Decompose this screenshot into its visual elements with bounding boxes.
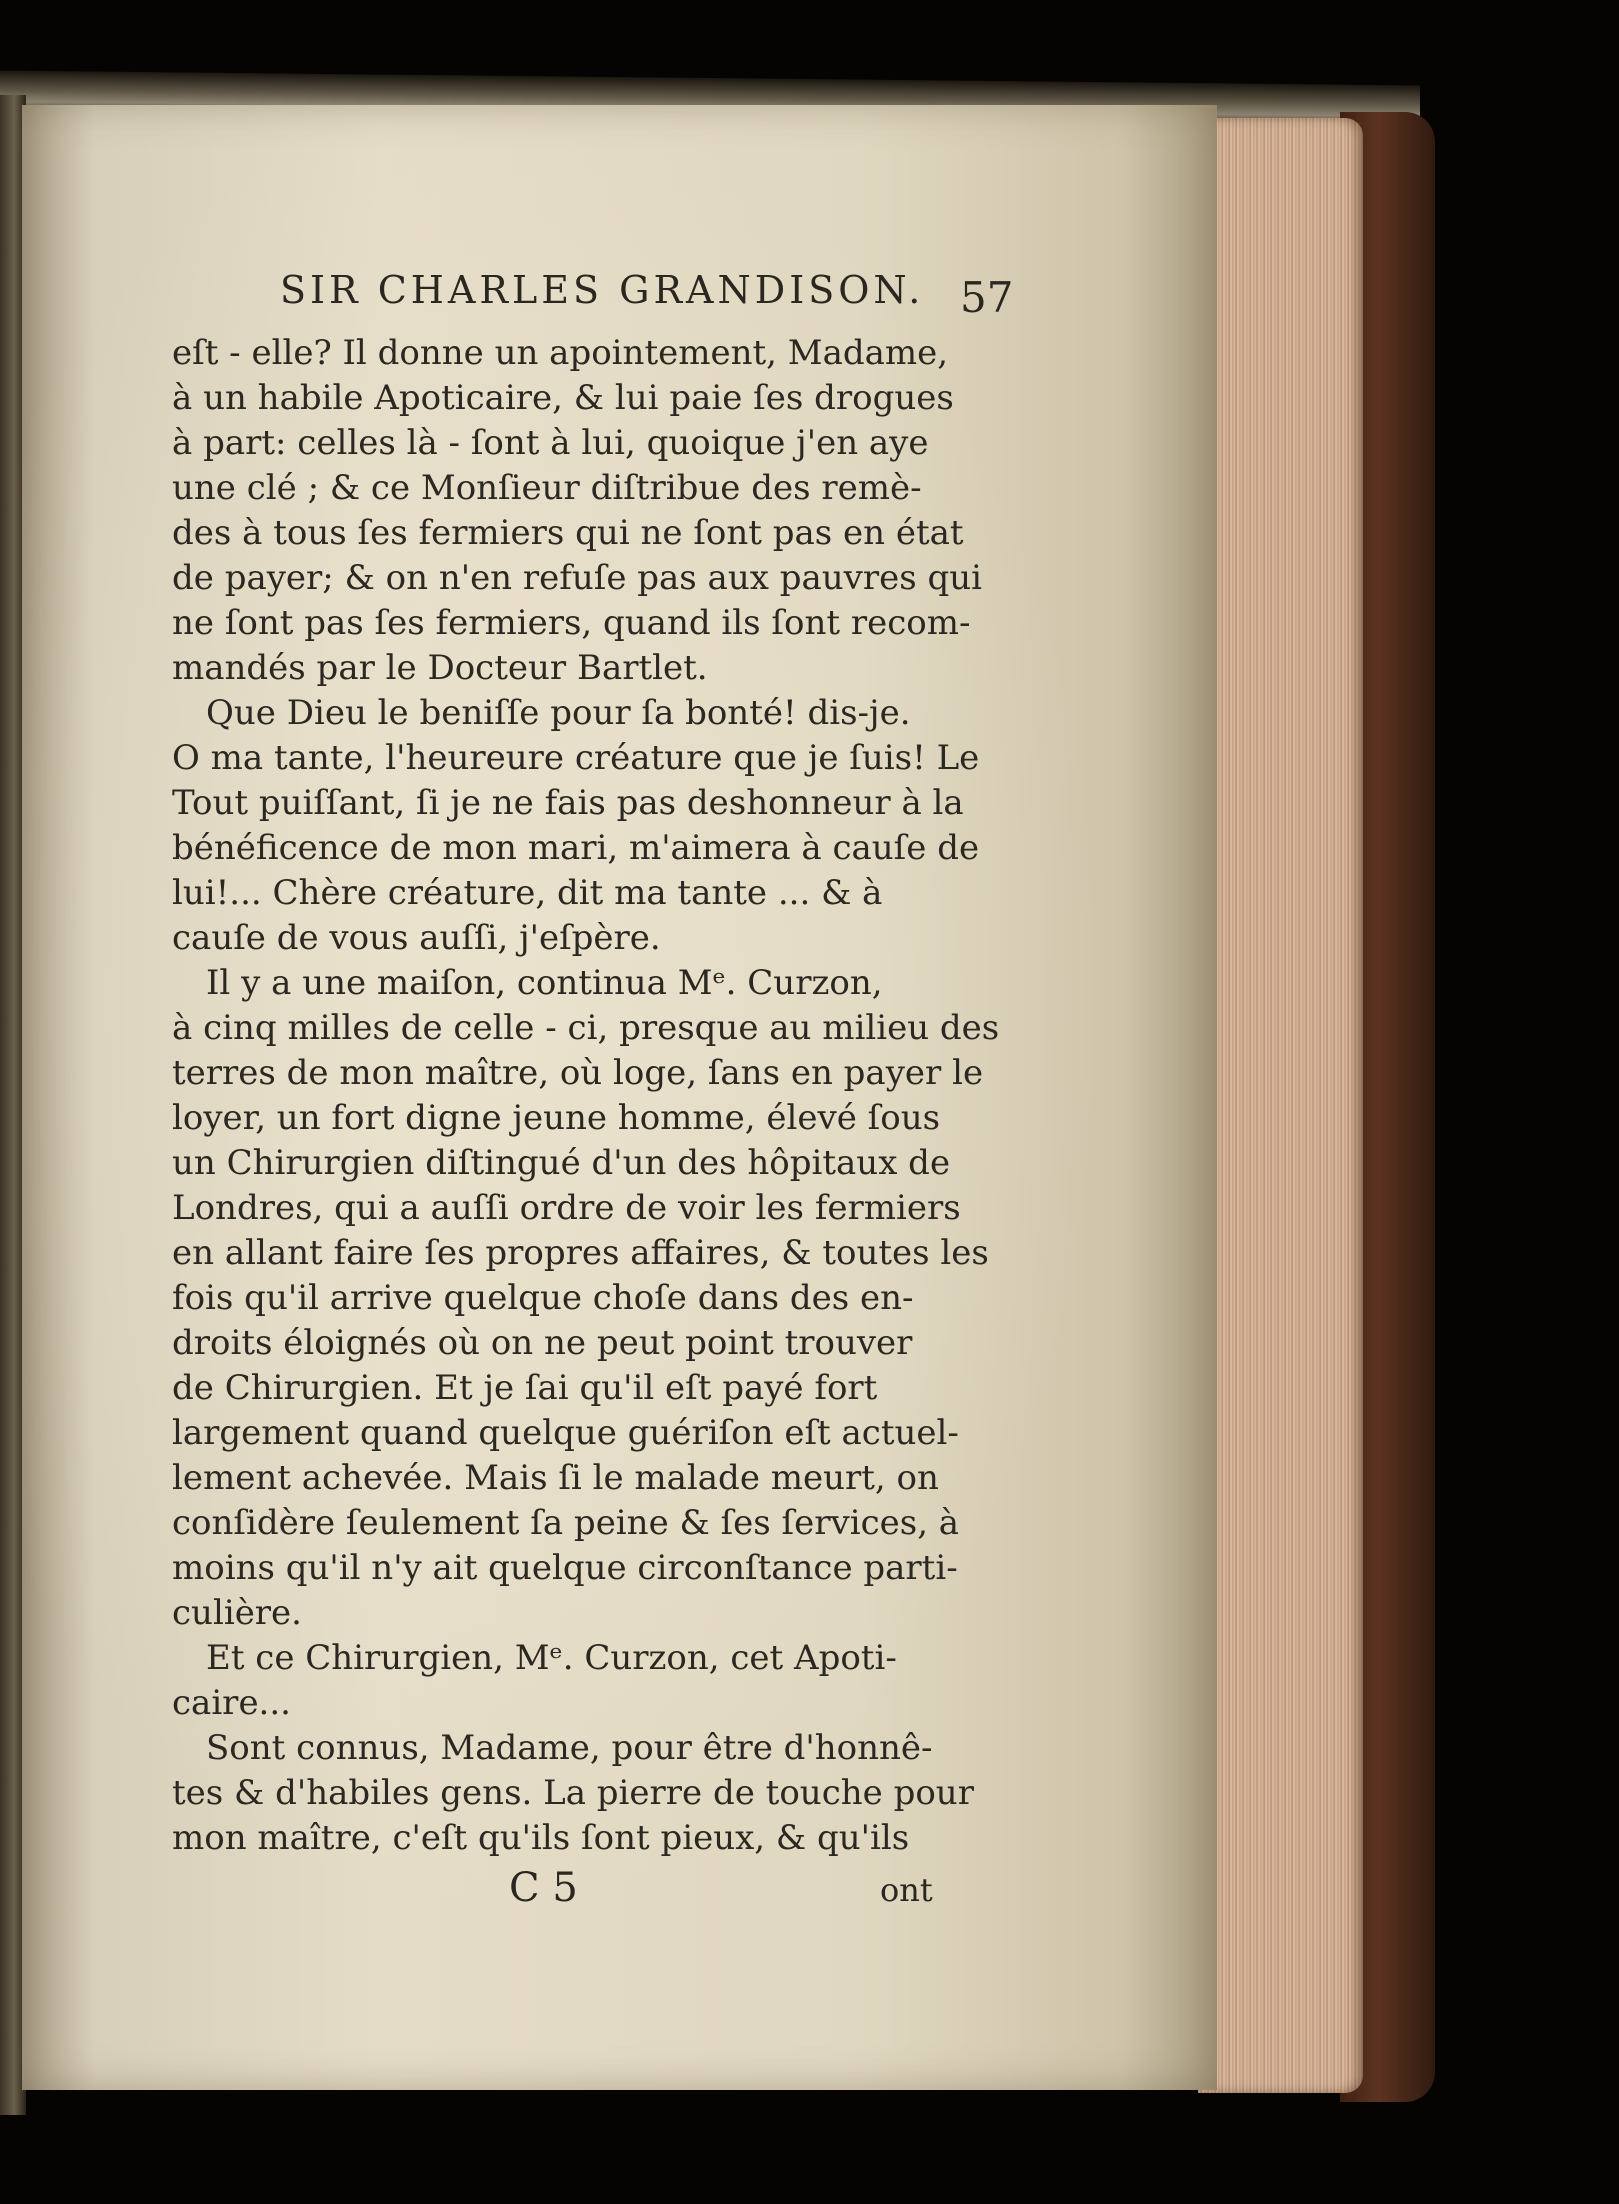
text-line: loyer, un fort digne jeune homme, élevé ſous xyxy=(172,1098,941,1138)
text-line: un Chirurgien diſtingué d'un des hôpitaux de xyxy=(172,1143,951,1183)
text-line: bénéficence de mon mari, m'aimera à cauſe de xyxy=(172,828,980,868)
text-line: lui!... Chère créature, dit ma tante ... & à xyxy=(172,873,883,913)
text-line: terres de mon maître, où loge, ſans en payer le xyxy=(172,1053,984,1093)
running-title: SIR CHARLES GRANDISON. xyxy=(280,268,925,312)
text-line: Que Dieu le beniſſe pour ſa bonté! dis-je. xyxy=(206,693,911,733)
text-line: culière. xyxy=(172,1593,302,1633)
text-line: à un habile Apoticaire, & lui paie ſes drogues xyxy=(172,378,954,418)
text-line: mandés par le Docteur Bartlet. xyxy=(172,648,708,688)
text-line: à cinq milles de celle - ci, presque au milieu des xyxy=(172,1008,1000,1048)
text-line: O ma tante, l'heureure créature que je ſuis! Le xyxy=(172,738,980,778)
text-line: moins qu'il n'y ait quelque circonſtance parti- xyxy=(172,1548,958,1588)
text-line: lement achevée. Mais ſi le malade meurt, on xyxy=(172,1458,939,1498)
text-line: conſidère ſeulement ſa peine & ſes ſervices, à xyxy=(172,1503,960,1543)
text-line: largement quand quelque guériſon eſt actuel- xyxy=(172,1413,959,1453)
text-line: droits éloignés où on ne peut point trouver xyxy=(172,1323,913,1363)
text-line: tes & d'habiles gens. La pierre de touche pour xyxy=(172,1773,974,1813)
catchword: ont xyxy=(880,1871,933,1909)
text-line: mon maître, c'eſt qu'ils ſont pieux, & qu'ils xyxy=(172,1818,910,1858)
text-line: une clé ; & ce Monſieur diſtribue des remè- xyxy=(172,468,922,508)
text-line: cauſe de vous auſſi, j'eſpère. xyxy=(172,918,661,958)
text-line: de payer; & on n'en refuſe pas aux pauvres qui xyxy=(172,558,983,598)
text-line: en allant faire ſes propres affaires, & toutes les xyxy=(172,1233,989,1273)
text-line: ne ſont pas ſes fermiers, quand ils ſont recom- xyxy=(172,603,971,643)
text-line: à part: celles là - ſont à lui, quoique j'en aye xyxy=(172,423,929,463)
page-edges xyxy=(1198,118,1363,2093)
text-line: Londres, qui a auſſi ordre de voir les fermiers xyxy=(172,1188,961,1228)
text-line: caire... xyxy=(172,1683,291,1723)
text-line: fois qu'il arrive quelque choſe dans des en- xyxy=(172,1278,914,1318)
text-line: Sont connus, Madame, pour être d'honnê- xyxy=(206,1728,933,1768)
page-number: 57 xyxy=(960,273,1014,322)
text-line: eſt - elle? Il donne un apointement, Madame, xyxy=(172,333,949,373)
text-line: Il y a une maiſon, continua Mᵉ. Curzon, xyxy=(206,963,883,1003)
text-line: de Chirurgien. Et je ſai qu'il eſt payé fort xyxy=(172,1368,878,1408)
page-text xyxy=(22,105,1217,2090)
text-line: Et ce Chirurgien, Mᵉ. Curzon, cet Apoti- xyxy=(206,1638,897,1678)
text-line: Tout puiſſant, ſi je ne fais pas deshonneur à la xyxy=(172,783,964,823)
text-line: des à tous ſes fermiers qui ne ſont pas en état xyxy=(172,513,964,553)
signature-mark: C 5 xyxy=(509,1865,578,1911)
book-page xyxy=(22,105,1217,2090)
